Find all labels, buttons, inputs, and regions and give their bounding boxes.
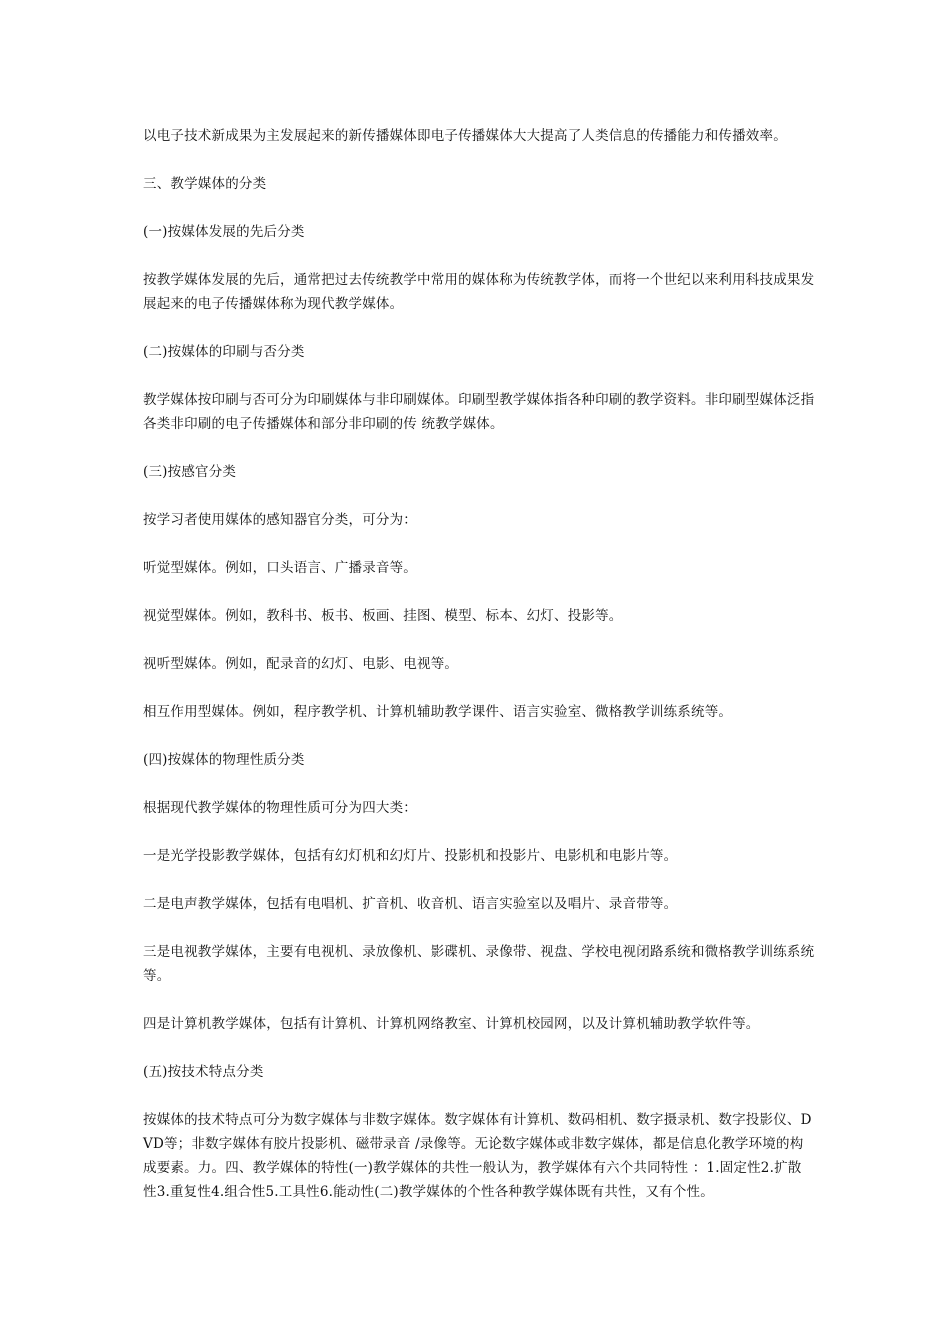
paragraph-intro: 以电子技术新成果为主发展起来的新传播媒体即电子传播媒体大大提高了人类信息的传播能力和传播效率。 [143, 128, 787, 144]
item-optical-projection: 一是光学投影教学媒体，包括有幻灯机和幻灯片、投影机和投影片、电影机和电影片等。 [143, 848, 678, 864]
paragraph-by-senses: 按学习者使用媒体的感知器官分类，可分为： [143, 512, 417, 528]
subheading-by-printing: (二)按媒体的印刷与否分类 [143, 344, 305, 360]
paragraph-by-physical-properties: 根据现代教学媒体的物理性质可分为四大类： [143, 800, 417, 816]
subheading-by-technology: (五)按技术特点分类 [143, 1064, 264, 1080]
subheading-by-development: (一)按媒体发展的先后分类 [143, 224, 305, 240]
paragraph-by-printing: 教学媒体按印刷与否可分为印刷媒体与非印刷媒体。印刷型教学媒体指各种印刷的教学资料。非印刷型媒体泛指各类非印刷的电子传播媒体和部分非印刷的传 统教学媒体。 [143, 392, 815, 432]
subheading-by-senses: (三)按感官分类 [143, 464, 237, 480]
paragraph-by-development: 按教学媒体发展的先后，通常把过去传统教学中常用的媒体称为传统教学体，而将一个世纪以来利用科技成果发展起来的电子传播媒体称为现代教学媒体。 [143, 272, 815, 312]
item-television: 三是电视教学媒体，主要有电视机、录放像机、影碟机、录像带、视盘、学校电视闭路系统和微格教学训练系统等。 [143, 944, 815, 984]
item-audiovisual-media: 视听型媒体。例如，配录音的幻灯、电影、电视等。 [143, 656, 459, 672]
item-electroacoustic: 二是电声教学媒体，包括有电唱机、扩音机、收音机、语言实验室以及唱片、录音带等。 [143, 896, 678, 912]
item-interactive-media: 相互作用型媒体。例如，程序教学机、计算机辅助教学课件、语言实验室、微格教学训练系统等。 [143, 704, 733, 720]
document-body [143, 124, 815, 1228]
item-computer: 四是计算机教学媒体，包括有计算机、计算机网络教室、计算机校园网，以及计算机辅助教学软件等。 [143, 1016, 760, 1032]
subheading-by-physical-properties: (四)按媒体的物理性质分类 [143, 752, 305, 768]
item-visual-media: 视觉型媒体。例如，教科书、板书、板画、挂图、模型、标本、幻灯、投影等。 [143, 608, 623, 624]
paragraph-by-technology: 按媒体的技术特点可分为数字媒体与非数字媒体。数字媒体有计算机、数码相机、数字摄录机、数字投影仪、DVD等；非数字媒体有胶片投影机、磁带录音 /录像等。无论数字媒体或非数字媒体，都是信息化教学环境的构成要素。力。四、教学媒体的特性(一)教学媒体的共性一般认为，教学媒体有六个共同特性 ：1.固定性2.扩散性3.重复性4.组合性5.工具性6.能动性(二)教学媒体的个性各种教学媒体既有共性，又有个性。 [143, 1112, 812, 1200]
item-auditory-media: 听觉型媒体。例如，口头语言、广播录音等。 [143, 560, 417, 576]
section-heading-classification: 三、教学媒体的分类 [143, 176, 267, 192]
